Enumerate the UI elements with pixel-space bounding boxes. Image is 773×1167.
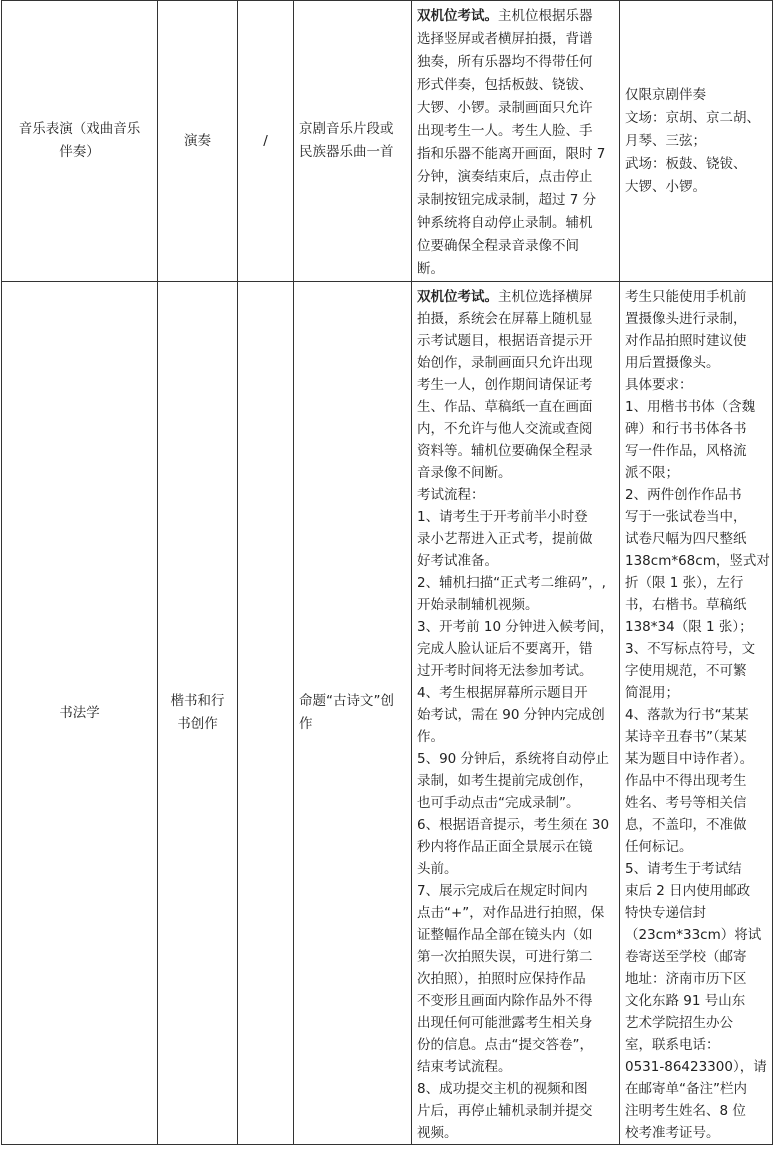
method-line: 第一次拍照失误，可进行第二 (417, 949, 593, 965)
note-line: 用后置摄像头。 (625, 355, 720, 371)
note-line: 3、不写标点符号，文 (625, 641, 756, 657)
slash-cell (238, 282, 294, 1145)
method-line: 开始录制辅机视频。 (417, 597, 539, 613)
note-line: 字使用规范，不可繁 (625, 663, 747, 679)
note-line: 简混用； (625, 685, 679, 701)
method-line: 钟系统将自动停止录制。辅机 (417, 215, 593, 231)
requirement-text: 民族器乐曲一首 (299, 144, 394, 160)
method-line: 2、辅机扫描“正式考二维码”，, (417, 575, 606, 591)
note-line: 派不限； (625, 465, 679, 481)
note-line: 138cm*68cm，竖式对 (625, 553, 770, 569)
slash-cell (238, 1, 294, 282)
note-line: 试卷尺幅为四尺整纸 (625, 531, 747, 547)
method-line: 结束考试流程。 (417, 1059, 512, 1075)
method-line: 指和乐器不能离开画面，限时 7 (417, 146, 606, 162)
note-line: 月琴、三弦； (625, 132, 706, 149)
note-line: 地址：济南市历下区 (625, 971, 747, 987)
method-line: 证整幅作品全部在镜头内（如 (417, 927, 593, 943)
slash-text: / (263, 132, 268, 149)
note-cell (620, 1, 773, 282)
note-line: 0531-86423300），请 (625, 1059, 767, 1075)
method-line: 不变形且画面内除作品外不得 (417, 993, 593, 1009)
note-line: 文化东路 91 号山东 (625, 993, 746, 1009)
note-line: 某诗辛丑春书”（某某 (625, 729, 747, 745)
note-line: 作品中不得出现考生 (625, 773, 747, 789)
method-line: 大锣、小锣。录制画面只允许 (417, 100, 593, 116)
method-line: 主机位根据乐器 (498, 8, 593, 24)
note-line: 2、两件创作作品书 (625, 487, 742, 503)
method-line: 4、考生根据屏幕所示题目开 (417, 685, 588, 701)
method-line: 示考试题目，根据语音提示开 (417, 333, 593, 349)
method-line: 作。 (417, 729, 444, 745)
note-line: 对作品拍照时建议使 (625, 333, 747, 349)
content-text: 楷书和行 (170, 693, 225, 709)
method-line: 音录像不间断。 (417, 465, 512, 481)
note-line: 特快专递信封 (625, 905, 706, 921)
note-line: 写一件作品，风格流 (625, 443, 747, 459)
note-line: （23cm*33cm）将试 (625, 927, 762, 943)
subject-text: 书法学 (59, 704, 100, 721)
note-line: 138*34（限 1 张）； (625, 619, 753, 635)
requirement-cell (294, 1, 412, 282)
method-line: 选择竖屏或者横屏拍摄，背谱 (417, 31, 593, 47)
method-line: 始考试，需在 90 分钟内完成创 (417, 707, 605, 723)
content-cell (158, 1, 238, 282)
method-line: 7、展示完成后在规定时间内 (417, 883, 588, 899)
note-line: 碑）和行书书体各书 (625, 421, 747, 437)
method-line: 过开考时间将无法参加考试。 (417, 663, 593, 679)
method-line: 8、成功提交主机的视频和图 (417, 1081, 588, 1097)
subject-text: 伴奏） (59, 144, 100, 160)
method-cell (412, 282, 620, 1145)
table-row (2, 1, 773, 282)
method-line: 完成人脸认证后不要离开，错 (417, 641, 593, 657)
method-line: 主机位选择横屏 (498, 289, 593, 305)
note-line: 某为题目中诗作者）。 (625, 751, 754, 767)
requirement-text: 京剧音乐片段或 (299, 121, 394, 137)
content-cell (158, 282, 238, 1145)
method-line: 录制按钮完成录制，超过 7 分 (417, 192, 597, 208)
note-line: 仅限京剧伴奏 (625, 86, 706, 103)
method-line: 片后，再停止辅机录制并提交 (417, 1103, 593, 1119)
method-cell (412, 1, 620, 282)
method-line: 1、请考生于开考前半小时登 (417, 509, 588, 525)
method-line: 考生一人，创作期间请保证考 (417, 377, 593, 393)
note-line: 束后 2 日内使用邮政 (625, 883, 751, 899)
note-line: 在邮寄单“备注”栏内 (625, 1081, 747, 1097)
note-line: 室，联系电话： (625, 1037, 720, 1053)
method-line: 考试流程： (417, 487, 485, 503)
method-line: 始创作，录制画面只允许出现 (417, 355, 593, 371)
note-line: 具体要求： (625, 377, 693, 393)
method-line: 位要确保全程录音录像不间 (417, 238, 579, 254)
method-line: 5、90 分钟后，系统将自动停止 (417, 751, 610, 767)
subject-text: 音乐表演（戏曲音乐 (18, 121, 141, 137)
note-line: 文场：京胡、京二胡、 (625, 109, 760, 126)
note-cell (620, 282, 773, 1145)
note-line: 书，右楷书。草稿纸 (625, 597, 747, 613)
method-bold-label: 双机位考试。 (417, 289, 498, 305)
method-line: 拍摄，系统会在屏幕上随机显 (417, 311, 593, 327)
subject-cell (2, 282, 158, 1145)
note-line: 武场：板鼓、铙钹、 (625, 155, 747, 172)
method-line: 录小艺帮进入正式考，提前做 (417, 531, 593, 547)
method-line: 内，不允许与他人交流或查阅 (417, 421, 593, 437)
note-line: 5、请考生于考试结 (625, 861, 742, 877)
method-line: 分钟，演奏结束后，点击停止 (417, 169, 593, 185)
note-line: 卷寄送至学校（邮寄 (625, 949, 747, 965)
content-text: 演奏 (184, 132, 211, 149)
note-line: 注明考生姓名、8 位 (625, 1103, 746, 1119)
method-line: 点击“+”，对作品进行拍照，保 (417, 905, 605, 921)
note-line: 艺术学院招生办公 (625, 1015, 733, 1031)
note-line: 息，不盖印，不准做 (625, 817, 747, 833)
content-text: 书创作 (177, 716, 218, 732)
method-line: 录制，如考生提前完成创作， (417, 773, 593, 789)
table-row (2, 282, 773, 1145)
note-line: 1、用楷书书体（含魏 (625, 399, 756, 415)
requirement-text: 命题“古诗文”创 (299, 693, 394, 709)
subject-cell (2, 1, 158, 282)
note-line: 折（限 1 张），左行 (625, 575, 744, 591)
method-line: 断。 (417, 261, 444, 277)
method-line: 出现考生一人。考生人脸、手 (417, 123, 593, 139)
method-line: 3、开考前 10 分钟进入候考间， (417, 619, 614, 635)
note-line: 4、落款为行书“某某 (625, 707, 749, 723)
method-line: 出现任何可能泄露考生相关身 (417, 1015, 593, 1031)
method-line: 生、作品、草稿纸一直在画面 (417, 399, 593, 415)
note-line: 考生只能使用手机前 (625, 289, 747, 305)
method-line: 次拍照），拍照时应保持作品 (417, 971, 586, 987)
exam-requirements-table (1, 0, 773, 1145)
method-line: 视频。 (417, 1125, 458, 1141)
method-line: 形式伴奏，包括板鼓、铙钹、 (417, 77, 593, 93)
method-bold-label: 双机位考试。 (417, 8, 498, 24)
method-line: 份的信息。点击“提交答卷”， (417, 1037, 593, 1053)
method-line: 好考试准备。 (417, 553, 498, 569)
requirement-text: 作 (299, 716, 313, 732)
method-line: 资料等。辅机位要确保全程录 (417, 443, 593, 459)
note-line: 校考准考证号。 (625, 1125, 720, 1141)
note-line: 大锣、小锣。 (625, 178, 706, 195)
note-line: 任何标记。 (625, 839, 693, 855)
requirement-cell (294, 282, 412, 1145)
method-line: 秒内将作品正面全景展示在镜 (417, 839, 593, 855)
method-line: 6、根据语音提示，考生须在 30 (417, 817, 610, 833)
method-line: 独奏，所有乐器均不得带任何 (417, 54, 593, 70)
note-line: 姓名、考号等相关信 (625, 795, 747, 811)
method-line: 也可手动点击“完成录制”。 (417, 795, 580, 811)
note-line: 置摄像头进行录制， (625, 311, 747, 327)
note-line: 写于一张试卷当中， (625, 509, 747, 525)
method-line: 头前。 (417, 861, 458, 877)
